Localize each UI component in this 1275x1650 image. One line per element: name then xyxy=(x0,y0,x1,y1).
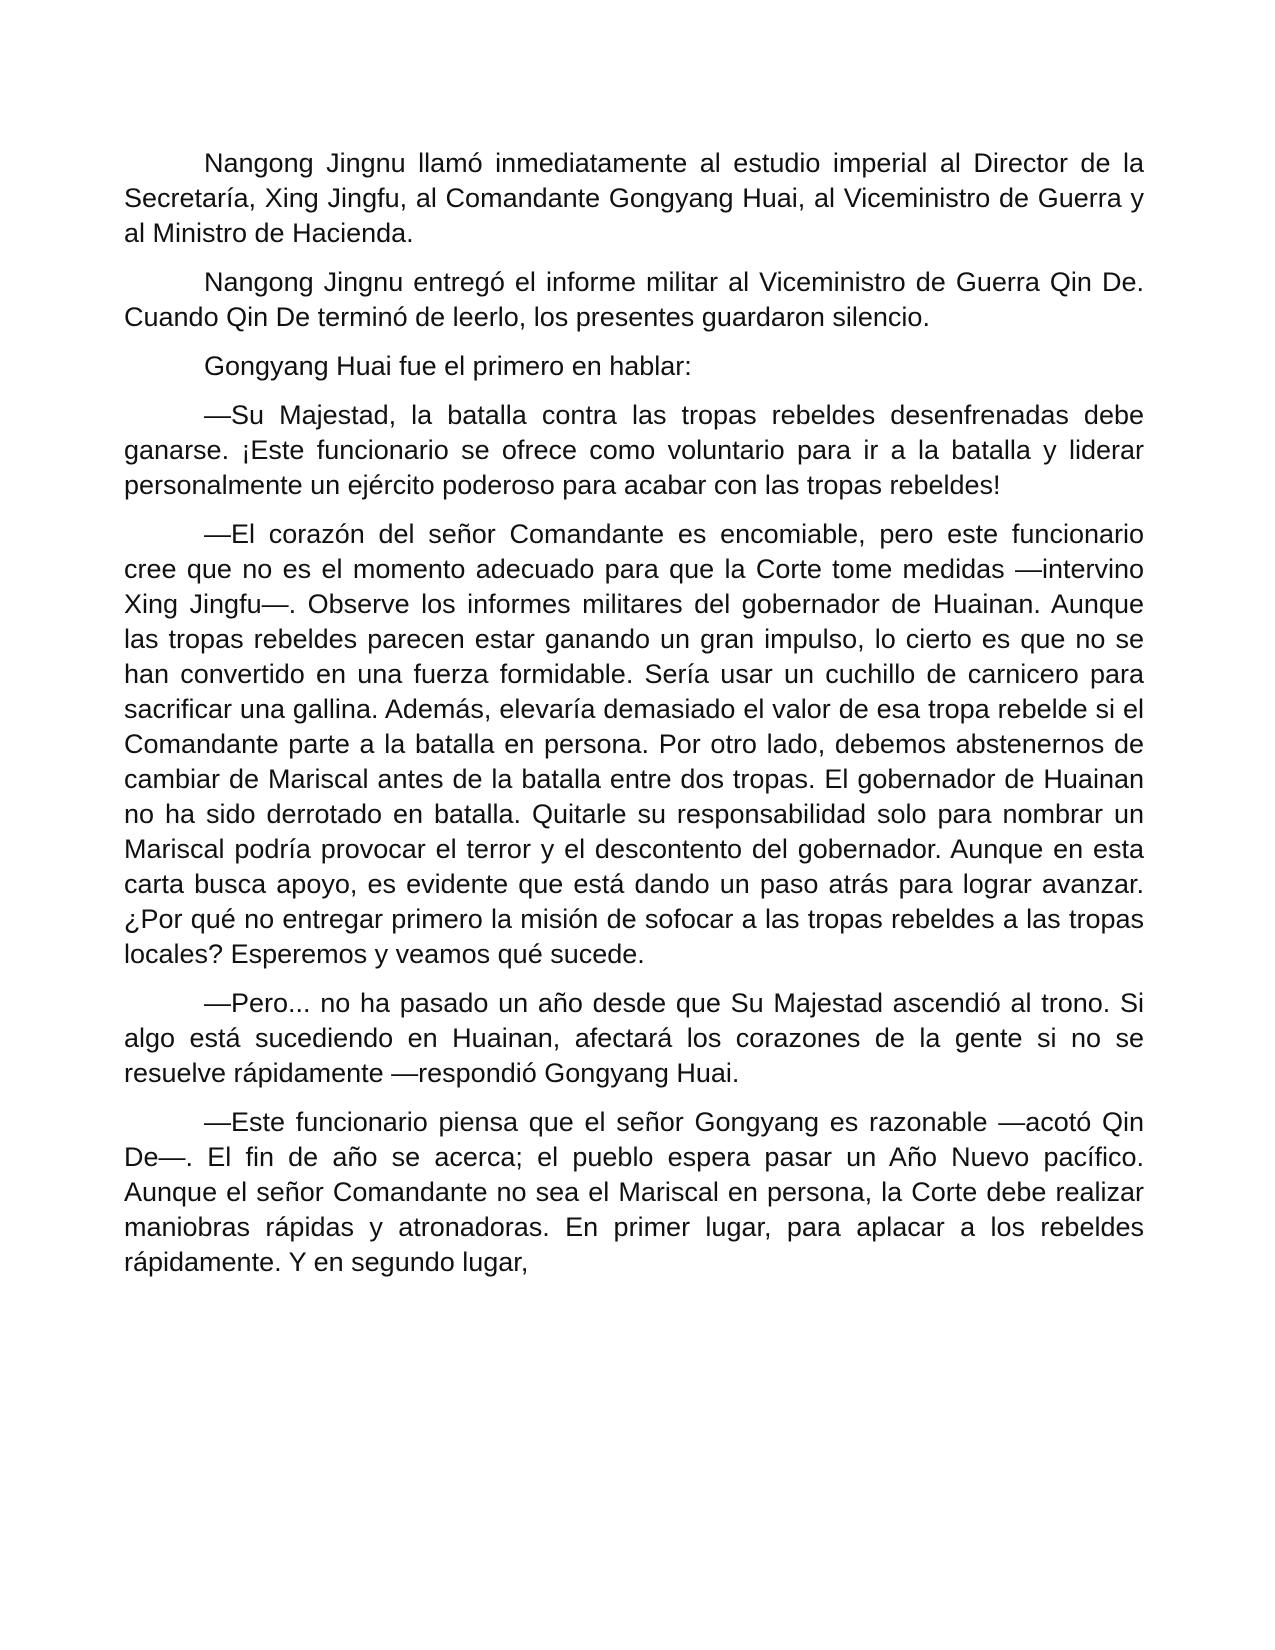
paragraph: Nangong Jingnu llamó inmediatamente al estudio imperial al Director de la Secretaría, Xing Jingfu, al Comandante Gongyang Huai, al Viceministro de Guerra y al Ministro de Hacienda. xyxy=(124,148,1144,248)
paragraph: —Este funcionario piensa que el señor Gongyang es razonable —acotó Qin De—. El fin de año se acerca; el pueblo espera pasar un Año Nuevo pacífico. Aunque el señor Comandante no sea el Mariscal en persona, la Corte debe realizar maniobras rápidas y atronadoras. En primer lugar, para aplacar a los rebeldes rápidamente. Y en segundo lugar, xyxy=(124,1107,1144,1277)
paragraph: Nangong Jingnu entregó el informe militar al Viceministro de Guerra Qin De. Cuando Qin De terminó de leerlo, los presentes guardaron silencio. xyxy=(124,267,1144,332)
document-page xyxy=(124,146,1144,1294)
paragraph: Gongyang Huai fue el primero en hablar: xyxy=(204,351,692,381)
paragraph: —El corazón del señor Comandante es encomiable, pero este funcionario cree que no es el momento adecuado para que la Corte tome medidas —intervino Xing Jingfu—. Observe los informes militares del gobernador de Huainan. Aunque las tropas rebeldes parecen estar ganando un gran impulso, lo cierto es que no se han convertido en una fuerza formidable. Sería usar un cuchillo de carnicero para sacrificar una gallina. Además, elevaría demasiado el valor de esa tropa rebelde si el Comandante parte a la batalla en persona. Por otro lado, debemos abstenernos de cambiar de Mariscal antes de la batalla entre dos tropas. El gobernador de Huainan no ha sido derrotado en batalla. Quitarle su responsabilidad solo para nombrar un Mariscal podría provocar el terror y el descontento del gobernador. Aunque en esta carta busca apoyo, es evidente que está dando un paso atrás para lograr avanzar. ¿Por qué no entregar primero la misión de sofocar a las tropas rebeldes a las tropas locales? Esperemos y veamos qué sucede. xyxy=(124,519,1144,969)
paragraph: —Pero... no ha pasado un año desde que Su Majestad ascendió al trono. Si algo está sucediendo en Huainan, afectará los corazones de la gente si no se resuelve rápidamente —respondió Gongyang Huai. xyxy=(124,988,1144,1088)
paragraph: —Su Majestad, la batalla contra las tropas rebeldes desenfrenadas debe ganarse. ¡Este funcionario se ofrece como voluntario para ir a la batalla y liderar personalmente un ejército poderoso para acabar con las tropas rebeldes! xyxy=(124,400,1144,500)
